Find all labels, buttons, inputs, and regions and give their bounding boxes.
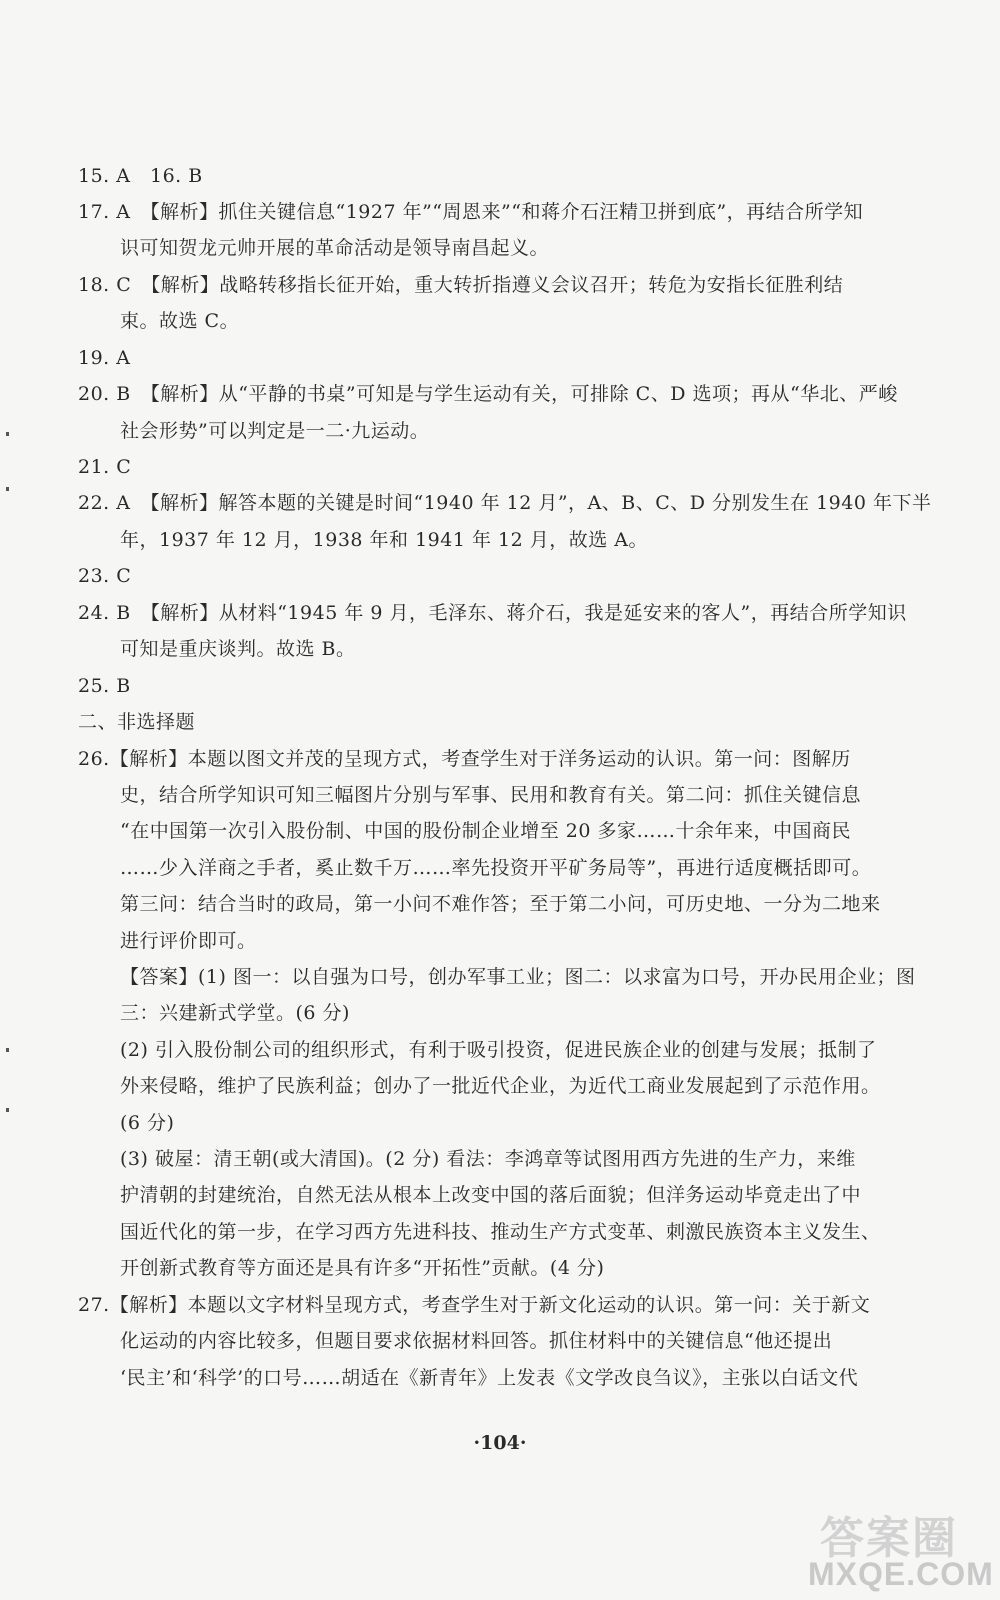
- text-line: 化运动的内容比较多，但题目要求依据材料回答。抓住材料中的关键信息“他还提出: [120, 1330, 833, 1352]
- watermark-logo: 答案圈: [820, 1513, 958, 1564]
- section-heading: 二、非选择题: [78, 711, 196, 733]
- text-line: 26.【解析】本题以图文并茂的呈现方式，考查学生对于洋务运动的认识。第一问：图解历: [78, 748, 851, 770]
- scan-speck: [6, 487, 9, 491]
- text-line: 年，1937 年 12 月，1938 年和 1941 年 12 月，故选 A。: [120, 529, 648, 551]
- answer-line: 开创新式教育等方面还是具有许多“开拓性”贡献。(4 分): [120, 1257, 605, 1279]
- text-line: 23. C: [78, 565, 132, 587]
- answer-line: 三：兴建新式学堂。(6 分): [120, 1002, 350, 1024]
- answer-line: (3) 破屋：清王朝(或大清国)。(2 分) 看法：李鸿章等试图用西方先进的生产力，来维: [120, 1148, 856, 1170]
- text-line: 第三问：结合当时的政局，第一小问不难作答；至于第二小问，可历史地、一分为二地来: [120, 893, 881, 915]
- answer-line: (2) 引入股份制公司的组织形式，有利于吸引投资，促进民族企业的创建与发展；抵制了: [120, 1039, 877, 1061]
- text-line: 19. A: [78, 347, 131, 369]
- scan-speck: [6, 1108, 9, 1112]
- text-line: 24. B 【解析】从材料“1945 年 9 月，毛泽东、蒋介石，我是延安来的客人”，再结合所学知识: [78, 602, 907, 624]
- text-line: 社会形势”可以判定是一二·九运动。: [120, 420, 430, 442]
- text-line: 27.【解析】本题以文字材料呈现方式，考查学生对于新文化运动的认识。第一问：关于新文: [78, 1294, 871, 1316]
- text-line: 22. A 【解析】解答本题的关键是时间“1940 年 12 月”，A、B、C、D 分别发生在 1940 年下半: [78, 492, 932, 514]
- text-line: 15. A 16. B: [78, 165, 203, 187]
- text-line: 18. C 【解析】战略转移指长征开始，重大转折指遵义会议召开；转危为安指长征胜利结: [78, 274, 844, 296]
- text-line: ‘民主’和‘科学’的口号……胡适在《新青年》上发表《文学改良刍议》，主张以白话文代: [120, 1367, 859, 1389]
- text-line: 束。故选 C。: [120, 310, 240, 332]
- text-line: 可知是重庆谈判。故选 B。: [120, 638, 356, 660]
- scan-speck: [6, 432, 9, 436]
- text-line: “在中国第一次引入股份制、中国的股份制企业增至 20 多家……十余年来，中国商民: [120, 820, 851, 842]
- text-line: ……少入洋商之手者，奚止数千万……率先投资开平矿务局等”，再进行适度概括即可。: [120, 857, 872, 879]
- page-number: ·104·: [473, 1432, 527, 1454]
- text-line: 20. B 【解析】从“平静的书桌”可知是与学生运动有关，可排除 C、D 选项；再从“华北、严峻: [78, 383, 898, 405]
- watermark-site: MXQE.COM: [808, 1556, 994, 1592]
- text-line: 21. C: [78, 456, 132, 478]
- answer-line: 国近代化的第一步，在学习西方先进科技、推动生产方式变革、刺激民族资本主义发生、: [120, 1221, 881, 1243]
- answer-line: 外来侵略，维护了民族利益；创办了一批近代企业，为近代工商业发展起到了示范作用。: [120, 1075, 881, 1097]
- answer-line: 护清朝的封建统治，自然无法从根本上改变中国的落后面貌；但洋务运动毕竟走出了中: [120, 1184, 862, 1206]
- scan-speck: [6, 1048, 9, 1052]
- text-line: 识可知贺龙元帅开展的革命活动是领导南昌起义。: [120, 237, 550, 259]
- text-line: 17. A 【解析】抓住关键信息“1927 年”“周恩来”“和蒋介石汪精卫拼到底”，再结合所学知: [78, 201, 864, 223]
- text-line: 25. B: [78, 675, 131, 697]
- answer-line: 【答案】(1) 图一：以自强为口号，创办军事工业；图二：以求富为口号，开办民用企业；图: [120, 966, 916, 988]
- answer-line: (6 分): [120, 1112, 175, 1134]
- text-line: 进行评价即可。: [120, 930, 257, 952]
- text-line: 史，结合所学知识可知三幅图片分别与军事、民用和教育有关。第二问：抓住关键信息: [120, 784, 862, 806]
